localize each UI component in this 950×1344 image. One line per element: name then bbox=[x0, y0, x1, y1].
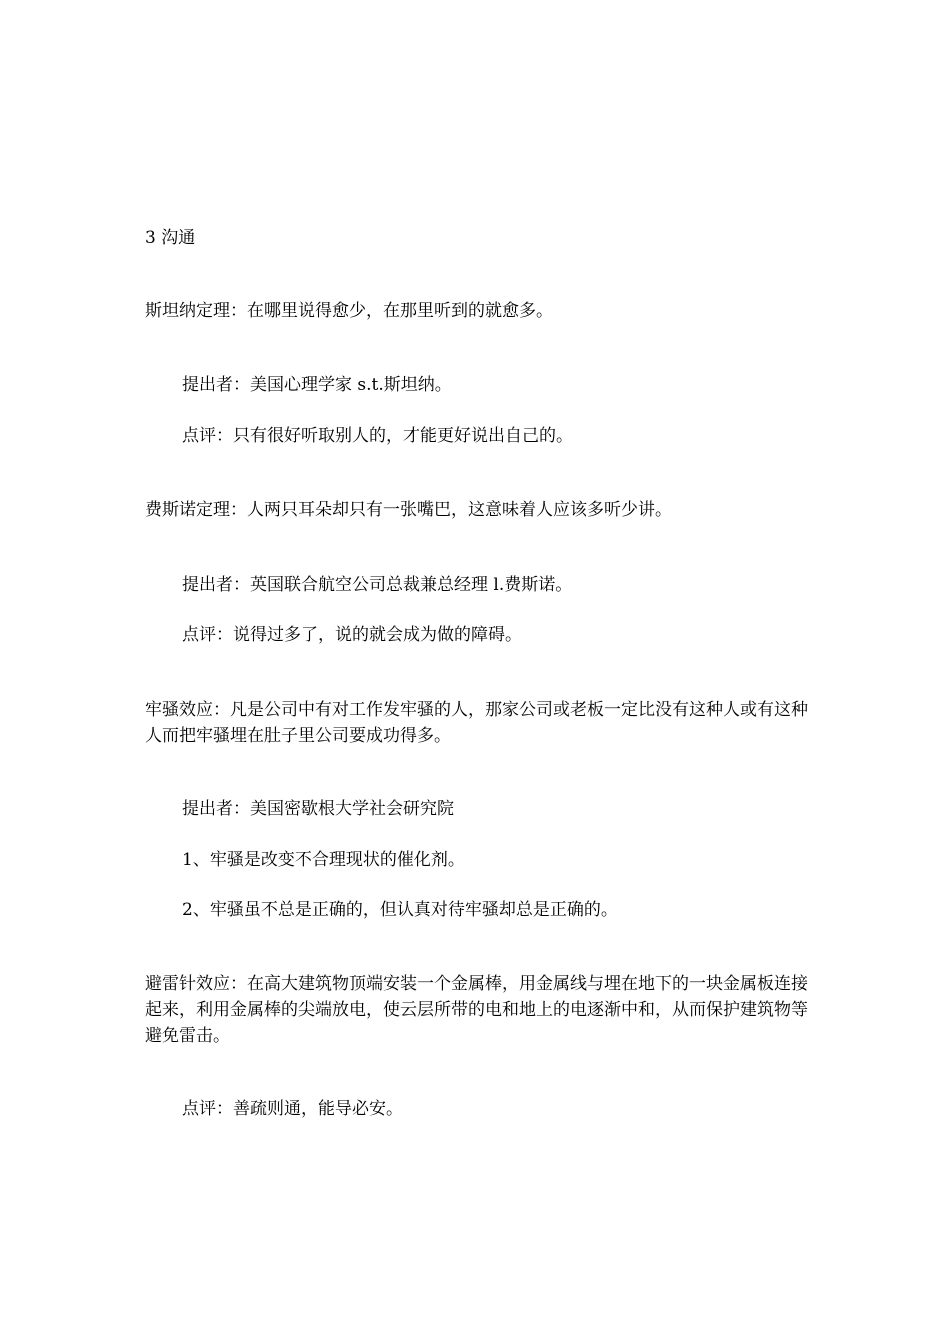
fessno-comment: 点评：说得过多了，说的就会成为做的障碍。 bbox=[182, 625, 522, 645]
section-title: 3 沟通 bbox=[145, 228, 196, 248]
complaint-point-1: 1、牢骚是改变不合理现状的催化剂。 bbox=[182, 850, 465, 870]
lightning-rod-comment: 点评：善疏则通，能导必安。 bbox=[182, 1099, 403, 1119]
complaint-proposer: 提出者：美国密歇根大学社会研究院 bbox=[182, 799, 454, 819]
complaint-point-2: 2、牢骚虽不总是正确的，但认真对待牢骚却总是正确的。 bbox=[182, 900, 618, 920]
fessno-proposer: 提出者：英国联合航空公司总裁兼总经理 l.费斯诺。 bbox=[182, 575, 573, 595]
stainer-theorem-heading: 斯坦纳定理：在哪里说得愈少，在那里听到的就愈多。 bbox=[145, 301, 553, 321]
lightning-rod-effect-heading: 避雷针效应：在高大建筑物顶端安装一个金属棒，用金属线与埋在地下的一块金属板连接起来，利用金属棒的尖端放电，使云层所带的电和地上的电逐渐中和，从而保护建筑物等避免雷击。 bbox=[145, 974, 808, 1046]
fessno-theorem-heading: 费斯诺定理：人两只耳朵却只有一张嘴巴，这意味着人应该多听少讲。 bbox=[145, 500, 672, 520]
stainer-comment: 点评：只有很好听取别人的，才能更好说出自己的。 bbox=[182, 426, 573, 446]
stainer-proposer: 提出者：美国心理学家 s.t.斯坦纳。 bbox=[182, 375, 452, 395]
complaint-effect-heading: 牢骚效应：凡是公司中有对工作发牢骚的人，那家公司或老板一定比没有这种人或有这种人而把牢骚埋在肚子里公司要成功得多。 bbox=[145, 700, 808, 746]
